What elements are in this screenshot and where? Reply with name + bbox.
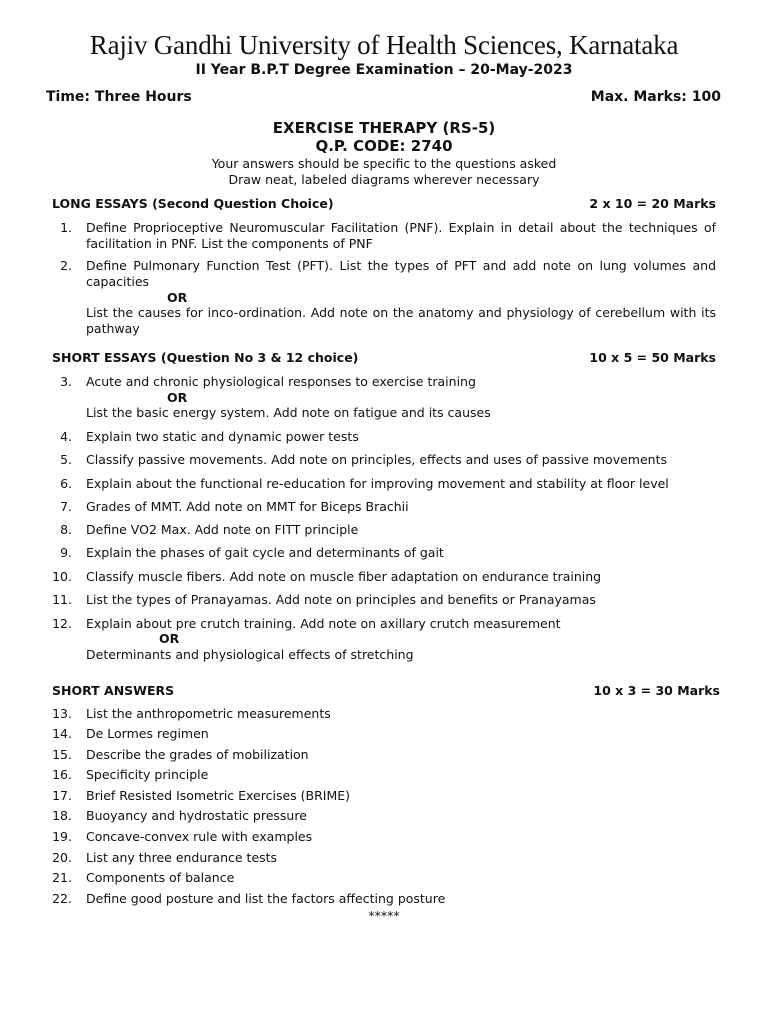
instruction-line: Your answers should be specific to the questions asked (211, 156, 557, 171)
question-text: List the types of Pranayamas. Add note on principles and benefits or Pranayamas (86, 592, 596, 607)
question-number: 1. (60, 220, 72, 235)
question-text: Buoyancy and hydrostatic pressure (86, 808, 307, 823)
question-number: 12. (52, 616, 72, 631)
or-separator: OR (159, 631, 180, 646)
question-text: Define good posture and list the factors affecting posture (86, 891, 446, 906)
question-alternative-text: List the basic energy system. Add note on fatigue and its causes (86, 405, 491, 420)
question-number: 20. (52, 850, 72, 865)
question-number: 11. (52, 592, 72, 607)
section-marks-long-essays: 2 x 10 = 20 Marks (589, 196, 716, 211)
question-number: 7. (60, 499, 72, 514)
question-text: Concave-convex rule with examples (86, 829, 313, 844)
question-text: Classify muscle fibers. Add note on muscle fiber adaptation on endurance training (86, 569, 602, 584)
question-text: Explain two static and dynamic power tests (86, 429, 359, 444)
question-alternative-text: Determinants and physiological effects of stretching (86, 647, 414, 662)
question-number: 10. (52, 569, 72, 584)
end-of-paper-mark: ***** (368, 908, 400, 923)
question-number: 17. (52, 788, 72, 803)
exam-duration: Time: Three Hours (46, 89, 192, 105)
section-title-short-essays: SHORT ESSAYS (Question No 3 & 12 choice) (52, 350, 359, 365)
exam-title: II Year B.P.T Degree Examination – 20-May-2023 (195, 62, 573, 78)
question-text: Define Proprioceptive Neuromuscular Facilitation (PNF). Explain in detail about the techniques of facilitation in PNF. List the components of PNF (86, 220, 716, 251)
max-marks: Max. Marks: 100 (590, 89, 721, 105)
question-text: Classify passive movements. Add note on principles, effects and uses of passive movements (86, 452, 667, 467)
question-number: 21. (52, 870, 72, 885)
section-title-short-answers: SHORT ANSWERS (52, 683, 175, 698)
question-number: 22. (52, 891, 72, 906)
question-text: Grades of MMT. Add note on MMT for Biceps Brachii (86, 499, 409, 514)
question-number: 16. (52, 767, 72, 782)
question-number: 3. (60, 374, 72, 389)
question-text: Explain about pre crutch training. Add note on axillary crutch measurement (86, 616, 561, 631)
question-number: 2. (60, 258, 72, 273)
question-text: Brief Resisted Isometric Exercises (BRIME) (86, 788, 351, 803)
question-number: 19. (52, 829, 72, 844)
question-text: Specificity principle (86, 767, 209, 782)
section-marks-short-essays: 10 x 5 = 50 Marks (589, 350, 716, 365)
question-text: De Lormes regimen (86, 726, 209, 741)
instruction-line: Draw neat, labeled diagrams wherever necessary (228, 172, 540, 187)
question-text: List any three endurance tests (86, 850, 278, 865)
university-title: Rajiv Gandhi University of Health Sciences, Karnataka (89, 30, 679, 60)
question-number: 13. (52, 706, 72, 721)
question-number: 15. (52, 747, 72, 762)
qp-code: Q.P. CODE: 2740 (315, 137, 453, 155)
question-number: 5. (60, 452, 72, 467)
question-number: 8. (60, 522, 72, 537)
question-alternative-text: List the causes for inco-ordination. Add note on the anatomy and physiology of cerebellum with its pathway (86, 305, 716, 336)
or-separator: OR (167, 290, 188, 305)
question-text: List the anthropometric measurements (86, 706, 331, 721)
section-title-long-essays: LONG ESSAYS (Second Question Choice) (52, 196, 334, 211)
or-separator: OR (167, 390, 188, 405)
question-text: Define Pulmonary Function Test (PFT). List the types of PFT and add note on lung volumes and capacities (86, 258, 716, 289)
question-text: Describe the grades of mobilization (86, 747, 309, 762)
question-text: Explain the phases of gait cycle and determinants of gait (86, 545, 444, 560)
question-number: 9. (60, 545, 72, 560)
question-text: Components of balance (86, 870, 235, 885)
question-text: Define VO2 Max. Add note on FITT principle (86, 522, 359, 537)
section-marks-short-answers: 10 x 3 = 30 Marks (593, 683, 720, 698)
question-number: 18. (52, 808, 72, 823)
question-number: 4. (60, 429, 72, 444)
subject-title: EXERCISE THERAPY (RS-5) (272, 119, 496, 137)
question-number: 14. (52, 726, 72, 741)
question-text: Explain about the functional re-education for improving movement and stability at floor level (86, 476, 669, 491)
question-number: 6. (60, 476, 72, 491)
question-text: Acute and chronic physiological responses to exercise training (86, 374, 476, 389)
